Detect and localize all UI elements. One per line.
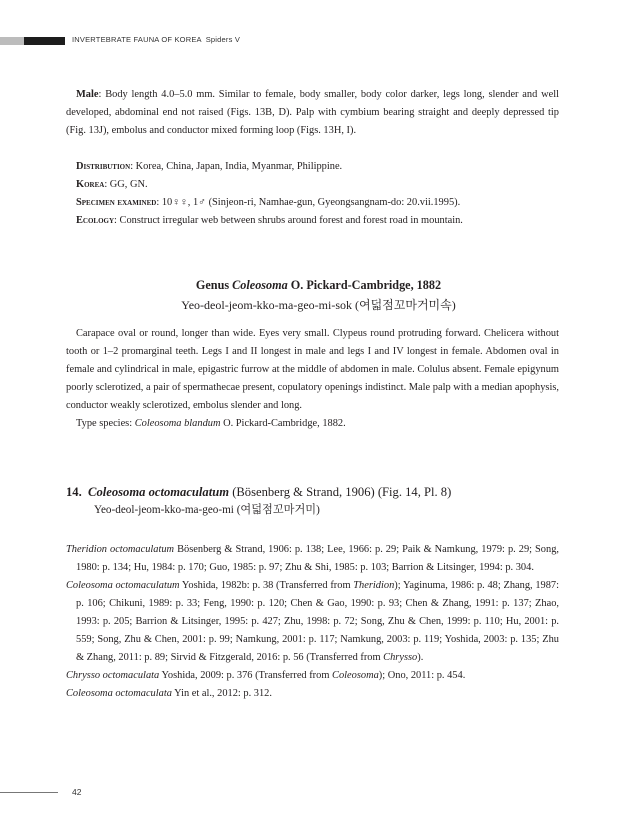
korea-line <box>66 176 559 194</box>
genus-prefix: Genus <box>195 278 230 292</box>
header-title: INVERTEBRATE FAUNA OF KOREA <box>72 35 202 44</box>
specimen-line <box>66 194 559 212</box>
genus-korean-name: Yeo-deol-jeom-kko-ma-geo-mi-sok (여덟점꼬마거미속) <box>181 298 456 312</box>
ecology-line <box>66 212 559 230</box>
ecology-text: : Construct irregular web between shrubs around forest and forest road in mountain. <box>114 215 463 226</box>
type-species-label: Type species: <box>76 418 133 429</box>
synonym-entry <box>66 577 559 667</box>
genus-title <box>0 276 637 294</box>
genus-author: O. Pickard-Cambridge, 1882 <box>290 278 442 292</box>
species-author: (Bösenberg & Strand, 1906) (Fig. 14, Pl. 8) <box>232 485 452 499</box>
genus-heading <box>0 276 637 314</box>
korea-text: : GG, GN. <box>104 179 148 190</box>
synonym-text: Yoshida, 2009: p. 376 (Transferred from <box>159 670 333 681</box>
specimen-text: : 10♀♀, 1♂ (Sinjeon-ri, Namhae-gun, Gyeongsangnam-do: 20.vii.1995). <box>156 197 461 208</box>
species-title <box>66 483 586 501</box>
distribution-label: Distribution <box>76 161 131 172</box>
male-text: : Body length 4.0–5.0 mm. Similar to female, body smaller, body color darker, legs long, slender and well developed, abdominal end not raised (Figs. 13B, D). Palp with cymbium bearing straight and deeply depressed tip (Fig. 13J), embolus and conductor mixed forming loop (Figs. 13H, I). <box>66 89 559 136</box>
species-info <box>66 158 559 230</box>
species-heading <box>66 483 586 519</box>
distribution-text: : Korea, China, Japan, India, Myanmar, Philippine. <box>130 161 343 172</box>
header-black-bar <box>24 37 65 45</box>
synonymy-list <box>66 541 559 703</box>
specimen-label: Specimen examined <box>76 197 157 208</box>
synonym-text: Bösenberg & Strand, 1906: p. 138; Lee, 1966: p. 29; Paik & Namkung, 1979: p. 29; Song, 1980: p. 134; Hu, 1984: p. 170; Guo, 1985: p. 97; Zhu & Shi, 1985: p. 103; Barrion & Litsinger, 1994: p. 304. <box>76 544 559 573</box>
synonym-entry <box>66 685 559 703</box>
distribution-line <box>66 158 559 176</box>
header-gray-bar <box>0 37 24 45</box>
synonym-text: ). <box>417 652 424 663</box>
type-species-name: Coleosoma blandum <box>134 418 221 429</box>
running-header <box>72 35 240 44</box>
male-label: Male <box>76 89 99 100</box>
synonym-name: Chrysso octomaculata <box>66 670 160 681</box>
synonym-text: ); Yaginuma, 1986: p. 48; Zhang, 1987: p. 106; Chikuni, 1989: p. 33; Feng, 1990: p. 120; Chen & Gao, 1990: p. 93; Chen & Zhang, 1991: p. 137; Zhao, 1993: p. 205; Barrion & Litsinger, 1995: p. 427; Zhu, 1998: p. 72; Song, Zhu & Chen, 1999: p. 110; Hu, 2001: p. 559; Song, Zhu & Chen, 2001: p. 99; Namkung, 2001: p. 117; Namkung, 2003: p. 119; Yoshida, 2003: p. 135; Zhu & Zhang, 2011: p. 89; Sirvid & Fitzgerald, 2016: p. 56 (Transferred from <box>76 580 560 663</box>
synonym-text: ); Ono, 2011: p. 454. <box>378 670 466 681</box>
species-korean-name: Yeo-deol-jeom-kko-ma-geo-mi (여덟점꼬마거미) <box>94 504 320 516</box>
type-species-author: O. Pickard-Cambridge, 1882. <box>223 418 346 429</box>
genus-description-text: Carapace oval or round, longer than wide. Eyes very small. Clypeus round protruding forward. Chelicera without tooth or 1–2 promarginal teeth. Legs I and II longest in male and legs I and IV longest in female. Abdomen oval in female and cylindrical in male, epigastric furrow at the middle of abdomen in male. Colulus absent. Female epigynum poorly sclerotized, a pair of spermathecae present, copulatory openings indistinct. Male palp with a median apophysis, conductor weakly sclerotized, embolus slender and long. <box>66 328 559 411</box>
korea-label: Korea <box>76 179 105 190</box>
ecology-label: Ecology <box>76 215 115 226</box>
type-species-line <box>66 415 559 433</box>
synonym-name: Coleosoma octomaculatum <box>66 580 180 591</box>
page-number: 42 <box>72 787 82 797</box>
genus-description <box>66 325 559 433</box>
synonym-genus-ref: Coleosoma <box>332 670 379 681</box>
synonym-text: Yoshida, 1982b: p. 38 (Transferred from <box>179 580 354 591</box>
header-subtitle: Spiders V <box>205 35 241 44</box>
footer-rule <box>0 792 58 793</box>
synonym-entry <box>66 541 559 577</box>
synonym-text: Yin et al., 2012: p. 312. <box>171 688 272 699</box>
synonym-name: Coleosoma octomaculata <box>66 688 172 699</box>
synonym-genus-ref: Theridion <box>353 580 395 591</box>
synonym-genus-ref: Chrysso <box>383 652 418 663</box>
genus-name: Coleosoma <box>232 278 288 292</box>
male-description <box>66 86 559 140</box>
synonym-name: Theridion octomaculatum <box>66 544 175 555</box>
species-name: Coleosoma octomaculatum <box>88 485 230 499</box>
synonym-entry <box>66 667 559 685</box>
species-number: 14. <box>66 485 82 499</box>
